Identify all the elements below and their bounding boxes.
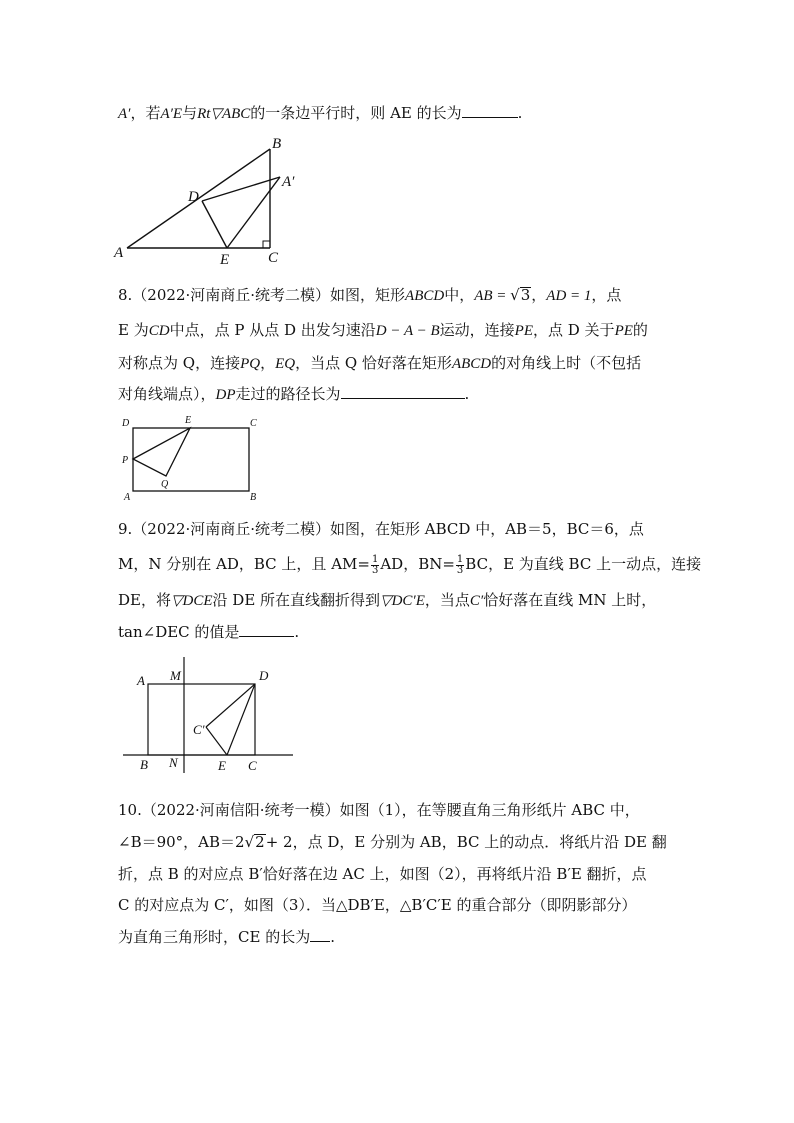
q9-text-line-1: 9.（2022·河南商丘·统考二模）如图，在矩形 ABCD 中，AB＝5，BC＝6，点 [118, 520, 644, 538]
q8-rectangle [133, 428, 249, 491]
q7-label-a: A [114, 245, 124, 261]
q9-label-a: A [137, 673, 145, 688]
q7-segment-ea1 [227, 177, 280, 248]
q9-label-e: E [218, 758, 226, 773]
q10-answer-blank [310, 927, 330, 942]
q9-label-m: M [170, 668, 181, 683]
q9-text-line-3: DE，将▽DCE沿 DE 所在直线翻折得到▽DC′E，当点C′恰好落在直线 MN 上时， [118, 591, 657, 609]
q8-answer-blank [341, 384, 465, 399]
q9-rectangle [148, 684, 255, 755]
q8-triangle-peq [133, 428, 190, 476]
q10-text-line-3: 折，点 B 的对应点 B′恰好落在边 AC 上，如图（2），再将纸片沿 B′E 翻折，点 [118, 865, 647, 883]
q10-text-line-2: ∠B＝90°，AB＝2√2+ 2，点 D，E 分别为 AB，BC 上的动点．将纸片沿 DE 翻 [118, 833, 667, 851]
q7-right-angle-mark [263, 241, 270, 248]
q9-segment-de [227, 684, 255, 755]
q9-label-c: C [248, 758, 257, 773]
q9-label-n: N [169, 755, 178, 770]
q7-text-line-1: A′，若A′E与Rt▽ABC的一条边平行时，则 AE 的长为 . [118, 104, 523, 122]
q9-label-b: B [140, 757, 148, 772]
q7-segment-da1 [202, 177, 280, 201]
q8-text-line-2: E 为CD中点，点 P 从点 D 出发匀速沿D − A − B运动，连接PE，点 D 关于PE的 [118, 321, 648, 339]
q8-label-p: P [122, 455, 129, 466]
q8-text-line-1: 8.（2022·河南商丘·统考二模）如图，矩形ABCD中，AB = √3，AD = 1，点 [118, 286, 622, 304]
q10-text-line-5: 为直角三角形时，CE 的长为 . [118, 928, 335, 946]
q9-segment-c1e [206, 727, 227, 755]
q7-label-e: E [220, 252, 230, 268]
q9-label-c-prime: C′ [193, 722, 205, 737]
q7-figure [110, 135, 310, 270]
q9-figure [118, 655, 303, 775]
q7-label-d: D [188, 189, 199, 205]
q8-label-c: C [250, 418, 257, 429]
q7-label-b: B [272, 136, 282, 152]
q9-fraction-am: $\frac{1}{3}$ [371, 553, 379, 576]
q8-label-b: B [250, 492, 257, 503]
q9-label-d: D [259, 668, 269, 683]
q7-label-c: C [268, 250, 279, 266]
q7-a-prime: A′ [118, 106, 131, 122]
q9-text-line-2: M，N 分别在 AD，BC 上，且 AM= $\frac{1}{3}$ AD，BN= $\frac{1}{3}$ BC，E 为直线 BC 上一动点，连接 [118, 553, 702, 576]
q8-label-e: E [185, 415, 192, 426]
q7-answer-blank [462, 103, 518, 118]
q8-text-line-4: 对角线端点），DP走过的路径长为 . [118, 385, 470, 403]
q7-segment-de [202, 201, 227, 248]
q10-text-line-1: 10.（2022·河南信阳·统考一模）如图（1），在等腰直角三角形纸片 ABC 中， [118, 801, 640, 819]
q8-text-line-3: 对称点为 Q，连接PQ，EQ，当点 Q 恰好落在矩形ABCD的对角线上时（不包括 [118, 354, 642, 372]
q8-label-d: D [122, 418, 130, 429]
q8-label-q: Q [161, 479, 169, 490]
q10-text-line-4: C 的对应点为 C′，如图（3）．当△DB′E，△B′C′E 的重合部分（即阴影部分） [118, 896, 637, 914]
q9-answer-blank [239, 622, 294, 637]
q9-fraction-bn: $\frac{1}{3}$ [456, 553, 464, 576]
q8-figure [118, 412, 268, 504]
q8-label-a: A [124, 492, 131, 503]
q9-segment-dc1 [206, 684, 255, 727]
q7-label-a-prime: A′ [282, 174, 295, 190]
q9-text-line-4: tan∠DEC 的值是 . [118, 623, 300, 641]
